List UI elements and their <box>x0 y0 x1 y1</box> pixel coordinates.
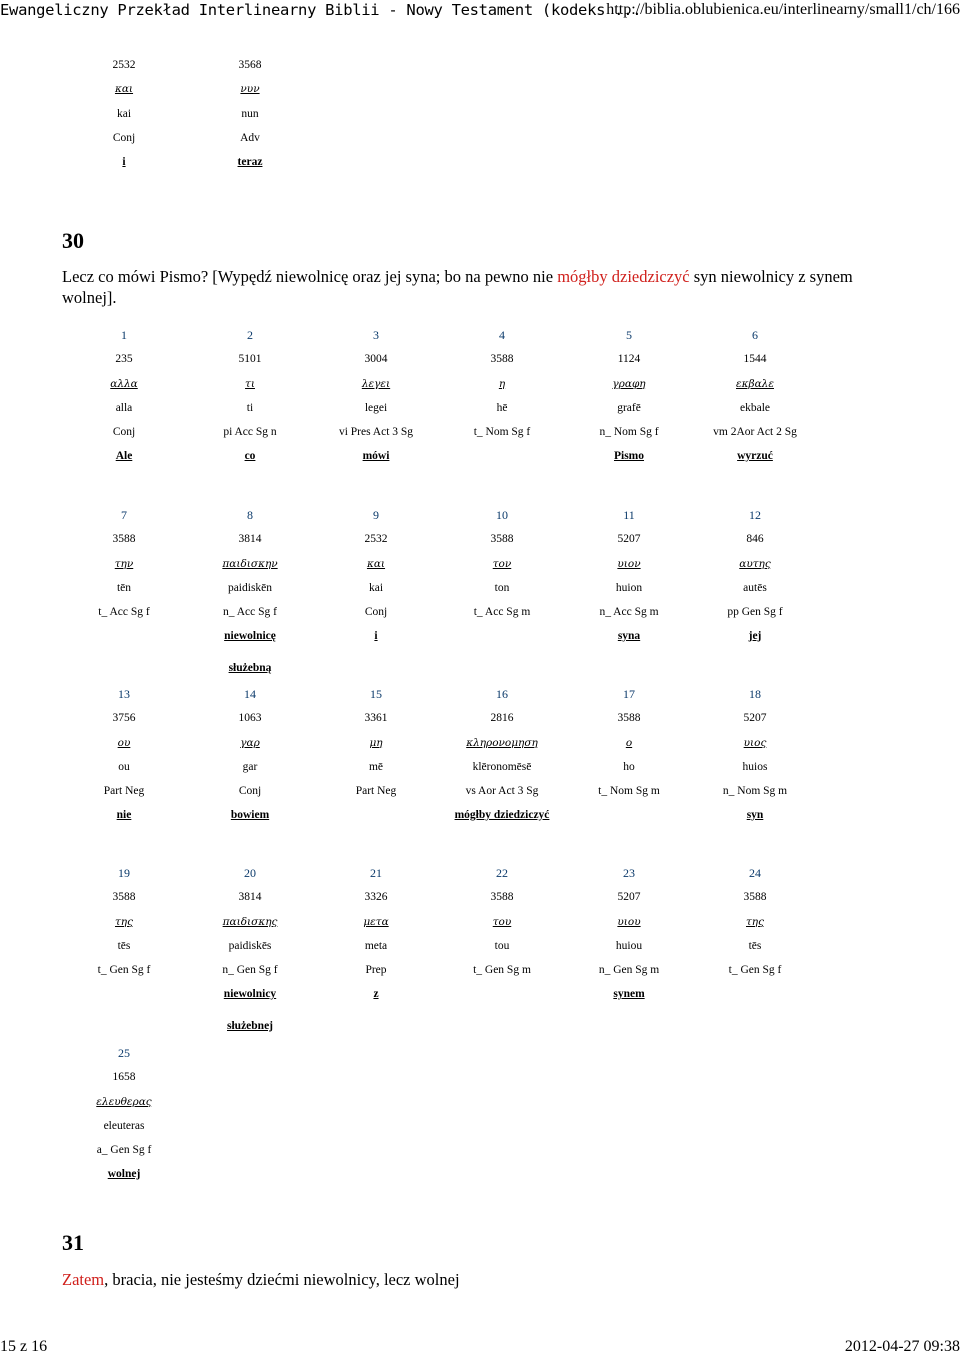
transliteration: paidiskēn <box>227 582 273 594</box>
transliteration: alla <box>115 402 133 414</box>
transliteration: huios <box>742 761 768 773</box>
greek-word-link[interactable]: του <box>492 916 512 928</box>
greek-word-link[interactable]: και <box>114 83 134 95</box>
strong-number: 846 <box>746 533 764 545</box>
morphology: Conj <box>112 426 136 438</box>
transliteration: eleuteras <box>103 1120 145 1132</box>
polish-translation-link[interactable]: Pismo <box>613 450 645 462</box>
strong-number: 3588 <box>490 891 514 903</box>
greek-word-link[interactable]: αυτης <box>739 558 771 570</box>
word-index: 8 <box>247 508 253 522</box>
greek-word-link[interactable]: υιου <box>617 916 641 928</box>
morphology: pi Acc Sg n <box>223 426 277 438</box>
verse-text <box>62 1269 882 1290</box>
morphology: vi Pres Act 3 Sg <box>338 426 414 438</box>
transliteration: ou <box>118 761 130 773</box>
morphology: n_ Acc Sg f <box>223 606 277 618</box>
greek-word-link[interactable]: η <box>498 378 506 390</box>
transliteration: tēn <box>116 582 132 594</box>
strong-number: 235 <box>115 353 133 365</box>
transliteration: mē <box>368 761 384 773</box>
word-index: 15 <box>370 687 382 701</box>
word-index: 23 <box>623 866 635 880</box>
transliteration: nun <box>241 108 259 120</box>
verse-text-highlight: Zatem <box>62 1270 105 1289</box>
word-index: 22 <box>496 866 508 880</box>
morphology: n_ Nom Sg f <box>599 426 659 438</box>
window-title: Ewangeliczny Przekład Interlinearny Biblii - Nowy Testament (kodeks ... <box>0 1 642 19</box>
morphology: n_ Gen Sg m <box>598 964 660 976</box>
strong-number: 1124 <box>617 353 641 365</box>
word-index: 19 <box>118 866 130 880</box>
polish-translation-link[interactable]: wolnej <box>107 1168 141 1180</box>
polish-translation-link[interactable]: bowiem <box>230 809 270 821</box>
greek-word-link[interactable]: ελευθερας <box>96 1096 152 1108</box>
transliteration: kai <box>368 582 384 594</box>
word-index: 11 <box>623 508 635 522</box>
word-index: 5 <box>626 328 632 342</box>
word-index: 9 <box>373 508 379 522</box>
strong-number: 2532 <box>364 533 388 545</box>
greek-word-link[interactable]: παιδισκην <box>222 558 278 570</box>
strong-number: 3588 <box>112 891 136 903</box>
strong-number: 3568 <box>238 59 262 71</box>
greek-word-link[interactable]: της <box>115 916 133 928</box>
word-index: 6 <box>752 328 758 342</box>
polish-translation-link[interactable]: synem <box>613 988 645 1000</box>
word-index: 10 <box>496 508 508 522</box>
polish-translation-link[interactable]: służebną <box>228 662 272 674</box>
greek-word-link[interactable]: υιος <box>743 737 767 749</box>
morphology: vm 2Aor Act 2 Sg <box>713 426 797 438</box>
greek-word-link[interactable]: ο <box>625 737 633 749</box>
transliteration: ton <box>494 582 510 594</box>
morphology: Adv <box>240 132 260 144</box>
transliteration: hē <box>496 402 508 414</box>
strong-number: 5101 <box>238 353 262 365</box>
word-index: 21 <box>370 866 382 880</box>
transliteration: ho <box>623 761 635 773</box>
strong-number: 3814 <box>238 533 262 545</box>
morphology: Prep <box>365 964 387 976</box>
morphology: Part Neg <box>103 785 145 797</box>
strong-number: 5207 <box>743 712 767 724</box>
morphology: n_ Nom Sg m <box>722 785 788 797</box>
word-index: 18 <box>749 687 761 701</box>
greek-word-link[interactable]: παιδισκης <box>222 916 278 928</box>
strong-number: 1544 <box>743 353 767 365</box>
morphology: a_ Gen Sg f <box>96 1144 152 1156</box>
morphology: t_ Nom Sg m <box>598 785 660 797</box>
polish-translation-link[interactable]: co <box>244 450 256 462</box>
strong-number: 3756 <box>112 712 136 724</box>
verse-text-part: Lecz co mówi Pismo? [Wypędź niewolnicę oraz jej syna; bo na pewno nie <box>62 267 558 286</box>
polish-translation-link[interactable]: niewolnicy <box>223 988 277 1000</box>
word-index: 16 <box>496 687 508 701</box>
word-index: 12 <box>749 508 761 522</box>
transliteration: tēs <box>117 940 131 952</box>
transliteration: paidiskēs <box>228 940 272 952</box>
morphology: Part Neg <box>355 785 397 797</box>
morphology: Conj <box>112 132 136 144</box>
transliteration: meta <box>364 940 388 952</box>
transliteration: gar <box>242 761 258 773</box>
verse-number: 31 <box>62 1230 84 1255</box>
greek-word-link[interactable]: ου <box>117 737 131 749</box>
transliteration: huion <box>615 582 643 594</box>
greek-word-link[interactable]: και <box>366 558 386 570</box>
polish-translation-link[interactable]: nie <box>116 809 132 821</box>
morphology: Conj <box>238 785 262 797</box>
polish-translation-link[interactable]: służebnej <box>227 1020 273 1032</box>
greek-word-link[interactable]: γραφη <box>612 378 646 390</box>
greek-word-link[interactable]: εκβαλε <box>736 378 774 390</box>
word-index: 14 <box>244 687 256 701</box>
greek-word-link[interactable]: μετα <box>363 916 389 928</box>
morphology: t_ Gen Sg m <box>473 964 531 976</box>
word-index: 3 <box>373 328 379 342</box>
morphology: t_ Acc Sg m <box>473 606 531 618</box>
strong-number: 3814 <box>238 891 262 903</box>
polish-translation-link[interactable]: syna <box>617 630 641 642</box>
strong-number: 3588 <box>112 533 136 545</box>
polish-translation-link[interactable]: syn <box>746 809 764 821</box>
greek-word-link[interactable]: μη <box>369 737 383 749</box>
polish-translation-link[interactable]: Ale <box>115 450 133 462</box>
transliteration: autēs <box>743 582 767 594</box>
polish-translation-link[interactable]: teraz <box>237 156 263 168</box>
morphology: t_ Acc Sg f <box>98 606 150 618</box>
strong-number: 3326 <box>364 891 388 903</box>
greek-word-link[interactable]: γαρ <box>240 737 260 749</box>
polish-translation-link[interactable]: mówi <box>362 450 390 462</box>
strong-number: 3588 <box>743 891 767 903</box>
morphology: t_ Gen Sg f <box>97 964 151 976</box>
verse-text-part: syn niewolnicy z synem wolnej]. <box>62 267 853 307</box>
strong-number: 2816 <box>490 712 514 724</box>
strong-number: 2532 <box>112 59 136 71</box>
print-timestamp: 2012-04-27 09:38 <box>844 1338 960 1355</box>
polish-translation-link[interactable]: jej <box>748 630 762 642</box>
word-index: 4 <box>499 328 505 342</box>
greek-word-link[interactable]: κληρονομηση <box>466 737 538 749</box>
polish-translation-link[interactable]: wyrzuć <box>737 450 773 462</box>
transliteration: grafē <box>617 402 641 414</box>
transliteration: ekbale <box>739 402 770 414</box>
greek-word-link[interactable]: νυν <box>240 83 260 95</box>
page-url[interactable]: http://biblia.oblubienica.eu/interlinearny/small1/ch/166 <box>606 1 960 18</box>
morphology: n_ Acc Sg m <box>599 606 659 618</box>
strong-number: 3361 <box>364 712 388 724</box>
polish-translation-link[interactable]: niewolnicę <box>224 630 276 642</box>
greek-word-link[interactable]: αλλα <box>110 378 138 390</box>
transliteration: tou <box>494 940 510 952</box>
greek-word-link[interactable]: λεγει <box>361 378 391 390</box>
transliteration: tēs <box>748 940 762 952</box>
greek-word-link[interactable]: τι <box>245 378 255 390</box>
polish-translation-link[interactable]: i <box>122 156 126 168</box>
polish-translation-link[interactable]: z <box>373 988 379 1000</box>
greek-word-link[interactable]: την <box>114 558 134 570</box>
morphology: t_ Gen Sg f <box>728 964 782 976</box>
transliteration: legei <box>364 402 388 414</box>
strong-number: 3588 <box>490 533 514 545</box>
strong-number: 3588 <box>617 712 641 724</box>
strong-number: 3004 <box>364 353 388 365</box>
word-index: 20 <box>244 866 256 880</box>
polish-translation-link[interactable]: mógłby dziedziczyć <box>454 809 550 821</box>
transliteration: klēronomēsē <box>472 761 532 773</box>
verse-number: 30 <box>62 228 84 253</box>
word-index: 1 <box>121 328 127 342</box>
word-index: 7 <box>121 508 127 522</box>
morphology: pp Gen Sg f <box>727 606 783 618</box>
word-index: 25 <box>118 1046 130 1060</box>
transliteration: ti <box>246 402 254 414</box>
verse-text <box>62 266 882 308</box>
morphology: vs Aor Act 3 Sg <box>465 785 539 797</box>
strong-number: 1063 <box>238 712 262 724</box>
transliteration: huiou <box>615 940 643 952</box>
greek-word-link[interactable]: της <box>746 916 764 928</box>
greek-word-link[interactable]: υιον <box>617 558 641 570</box>
transliteration: kai <box>116 108 132 120</box>
word-index: 24 <box>749 866 761 880</box>
morphology: t_ Nom Sg f <box>473 426 531 438</box>
strong-number: 5207 <box>617 533 641 545</box>
greek-word-link[interactable]: τον <box>492 558 512 570</box>
polish-translation-link[interactable]: i <box>374 630 378 642</box>
word-index: 2 <box>247 328 253 342</box>
strong-number: 3588 <box>490 353 514 365</box>
page-counter: 15 z 16 <box>0 1338 48 1355</box>
word-index: 13 <box>118 687 130 701</box>
strong-number: 1658 <box>112 1071 136 1083</box>
morphology: n_ Gen Sg f <box>222 964 278 976</box>
word-index: 17 <box>623 687 635 701</box>
morphology: Conj <box>364 606 388 618</box>
strong-number: 5207 <box>617 891 641 903</box>
verse-text-part: , bracia, nie jesteśmy dziećmi niewolnicy, lecz wolnej <box>104 1270 460 1289</box>
verse-text-highlight: mógłby dziedziczyć <box>557 267 690 286</box>
